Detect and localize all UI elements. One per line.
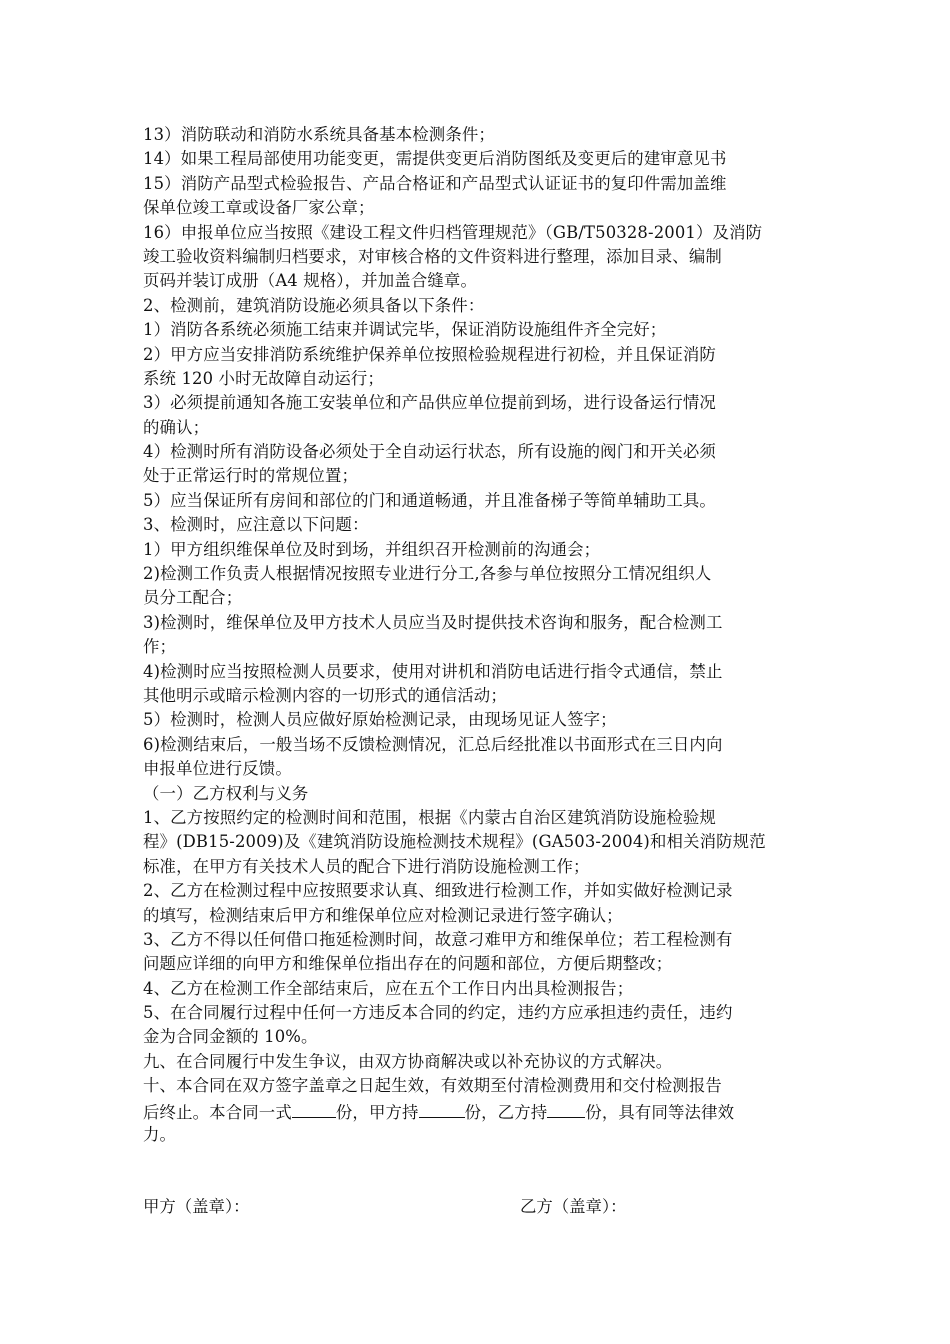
- copies-line: [143, 1099, 813, 1123]
- text-line: 2）甲方应当安排消防系统维护保养单位按照检验规程进行初检，并且保证消防: [143, 344, 716, 364]
- party-a-seal-label: 甲方（盖章）：: [143, 1197, 250, 1216]
- copies-text-2: 份，甲方持: [335, 1102, 419, 1122]
- text-line: 十、本合同在双方签字盖章之日起生效，有效期至付清检测费用和交付检测报告: [143, 1076, 722, 1096]
- text-line: 3、检测时，应注意以下问题：: [143, 515, 369, 535]
- copies-total-blank[interactable]: [292, 1099, 336, 1118]
- text-line: 13）消防联动和消防水系统具备基本检测条件；: [143, 125, 495, 144]
- text-line: （一）乙方权利与义务: [143, 783, 309, 803]
- text-line: 保单位竣工章或设备厂家公章；: [143, 198, 375, 218]
- text-line: 5）检测时，检测人员应做好原始检测记录，由现场见证人签字；: [143, 710, 617, 730]
- text-line: 1）甲方组织维保单位及时到场，并组织召开检测前的沟通会；: [143, 539, 601, 559]
- text-line: 5）应当保证所有房间和部位的门和通道畅通，并且准备梯子等简单辅助工具。: [143, 490, 716, 510]
- copies-party-a-blank[interactable]: [419, 1099, 465, 1118]
- text-line: 4)检测时应当按照检测人员要求，使用对讲机和消防电话进行指令式通信，禁止: [143, 661, 723, 681]
- text-line: 其他明示或暗示检测内容的一切形式的通信活动；: [143, 685, 507, 705]
- text-line: 程》(DB15-2009)及《建筑消防设施检测技术规程》(GA503-2004)和相关消防规范: [143, 832, 766, 852]
- text-line: 4）检测时所有消防设备必须处于全自动运行状态，所有设施的阀门和开关必须: [143, 442, 716, 462]
- text-line: 页码并装订成册（A4 规格），并加盖合缝章。: [143, 271, 477, 291]
- text-line-last: 力。: [143, 1125, 177, 1145]
- text-line: 3）必须提前通知各施工安装单位和产品供应单位提前到场，进行设备运行情况: [143, 393, 716, 413]
- text-line: 标准，在甲方有关技术人员的配合下进行消防设施检测工作；: [143, 856, 590, 876]
- text-line: 14）如果工程局部使用功能变更，需提供变更后消防图纸及变更后的建审意见书: [143, 149, 727, 169]
- text-line: 系统 120 小时无故障自动运行；: [143, 368, 384, 388]
- text-line: 3、乙方不得以任何借口拖延检测时间，故意刁难甲方和维保单位；若工程检测有: [143, 929, 733, 949]
- text-line: 员分工配合；: [143, 588, 243, 608]
- text-line: 的填写，检测结束后甲方和维保单位应对检测记录进行签字确认；: [143, 905, 623, 925]
- text-line: 作；: [143, 637, 177, 657]
- text-line: 1）消防各系统必须施工结束并调试完毕，保证消防设施组件齐全完好；: [143, 320, 667, 340]
- text-line: 1、乙方按照约定的检测时间和范围，根据《内蒙古自治区建筑消防设施检验规: [143, 807, 716, 827]
- text-line: 处于正常运行时的常规位置；: [143, 466, 359, 486]
- text-line: 的确认；: [143, 417, 210, 437]
- text-line: 5、在合同履行过程中任何一方违反本合同的约定，违约方应承担违约责任，违约: [143, 1003, 733, 1023]
- copies-text-1: 后终止。本合同一式: [143, 1102, 292, 1122]
- text-line: 6)检测结束后，一般当场不反馈检测情况，汇总后经批准以书面形式在三日内向: [143, 734, 723, 754]
- text-line: 九、在合同履行中发生争议，由双方协商解决或以补充协议的方式解决。: [143, 1051, 673, 1071]
- text-line: 16）申报单位应当按照《建设工程文件归档管理规范》（GB/T50328-2001）及消防: [143, 222, 763, 242]
- party-b-seal-label: 乙方（盖章）：: [520, 1197, 627, 1216]
- text-line: 问题应详细的向甲方和维保单位指出存在的问题和部位，方便后期整改；: [143, 954, 673, 974]
- text-line: 3)检测时，维保单位及甲方技术人员应当及时提供技术咨询和服务，配合检测工: [143, 612, 723, 632]
- text-line: 2)检测工作负责人根据情况按照专业进行分工,各参与单位按照分工情况组织人: [143, 564, 712, 584]
- copies-party-b-blank[interactable]: [547, 1099, 585, 1118]
- contract-text-lines: [143, 123, 813, 1099]
- text-line: 4、乙方在检测工作全部结束后，应在五个工作日内出具检测报告；: [143, 978, 634, 998]
- contract-body: [143, 123, 813, 1147]
- copies-text-3: 份，乙方持: [464, 1102, 548, 1122]
- text-line: 申报单位进行反馈。: [143, 759, 292, 779]
- text-line: 金为合同金额的 10%。: [143, 1027, 318, 1047]
- text-line: 2、乙方在检测过程中应按照要求认真、细致进行检测工作，并如实做好检测记录: [143, 881, 733, 901]
- text-line: 竣工验收资料编制归档要求，对审核合格的文件资料进行整理，添加目录、编制: [143, 246, 722, 266]
- text-line: 2、检测前，建筑消防设施必须具备以下条件：: [143, 295, 485, 315]
- text-line: 15）消防产品型式检验报告、产品合格证和产品型式认证证书的复印件需加盖维: [143, 173, 727, 193]
- copies-text-4: 份，具有同等法律效: [585, 1102, 735, 1122]
